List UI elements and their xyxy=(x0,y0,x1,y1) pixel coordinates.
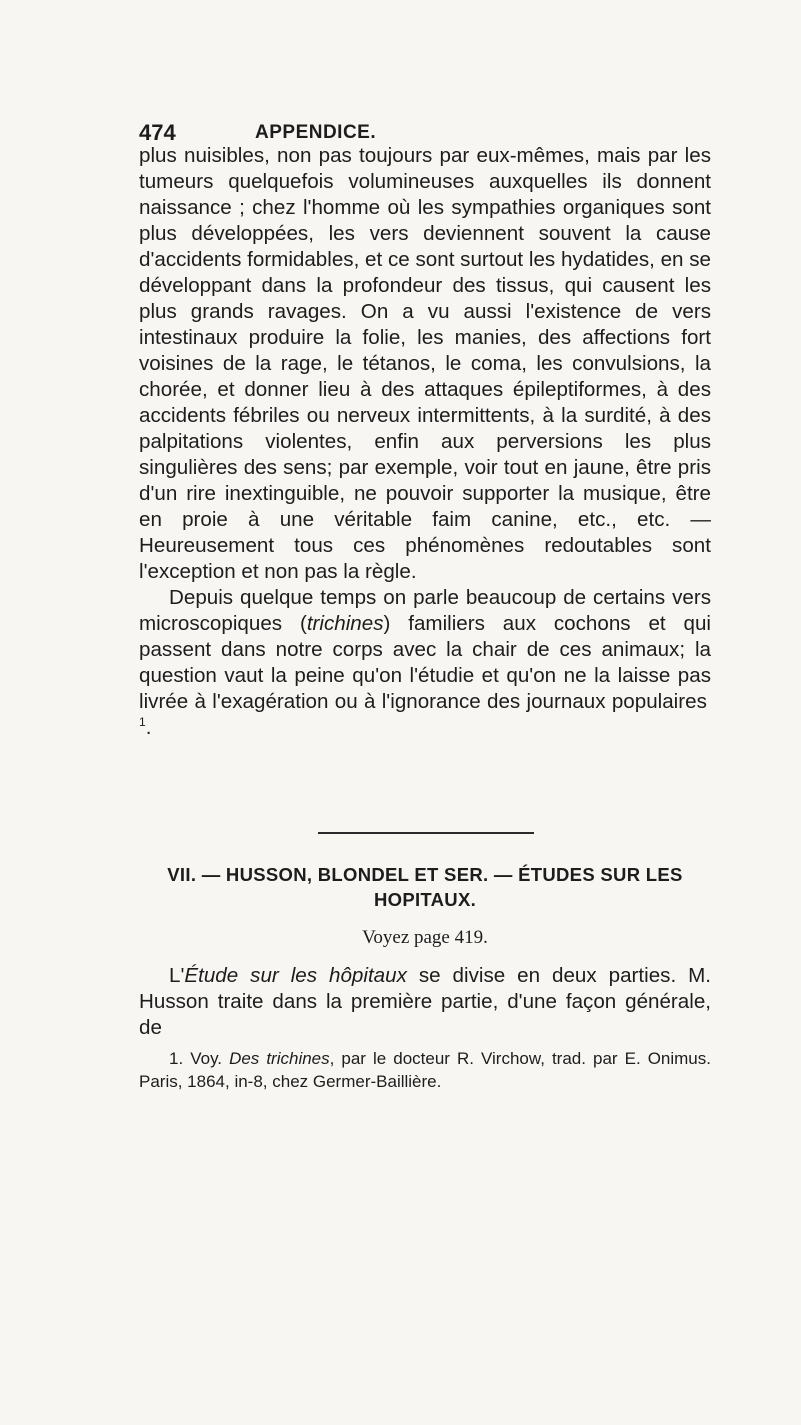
section-paragraph-1: L'Étude sur les hôpitaux se divise en deux parties. M. Husson traite dans la première partie, d'une façon générale, de xyxy=(139,964,711,1039)
footnote-reference: 1 xyxy=(139,715,146,730)
italic-title: Étude sur les hôpitaux xyxy=(184,964,407,987)
footnote xyxy=(139,1047,711,1093)
section-title: VII. — HUSSON, BLONDEL ET SER. — ÉTUDES SUR LES HOPITAUX. xyxy=(167,864,683,910)
section-divider xyxy=(318,832,534,834)
footnote-1: 1. Voy. Des trichines, par le docteur R. Virchow, trad. par E. Onimus. Paris, 1864, in-8, chez Germer-Baillière. xyxy=(139,1049,711,1091)
running-head: APPENDICE. xyxy=(255,122,377,143)
italic-term: trichines xyxy=(306,612,384,635)
paragraph-1: plus nuisibles, non pas toujours par eux-mêmes, mais par les tumeurs quelquefois volumineuses auxquelles ils donnent naissance ; chez l'homme où les sympathies organiques sont plus développées, les vers deviennent souvent la cause d'accidents formidables, et ce sont surtout les hydatides, en se développant dans la profondeur des tissus, qui causent les plus grands ravages. On a vu aussi l'existence de vers intestinaux produire la folie, les manies, des affections fort voisines de la rage, le tétanos, le coma, les convulsions, la chorée, et donner lieu à des attaques épileptiformes, à des accidents fébriles ou nerveux intermittents, à la surdité, à des palpitations violentes, enfin aux perversions les plus singulières des sens; par exemple, voir tout en jaune, être pris d'un rire inextinguible, ne pouvoir supporter la musique, être en proie à une véritable faim canine, etc., etc. — Heureusement tous ces phénomènes redoutables sont l'exception et non pas la règle. xyxy=(139,144,711,583)
body-text xyxy=(139,143,711,741)
footnote-italic-title: Des trichines xyxy=(229,1049,330,1068)
cross-reference: Voyez page 419. xyxy=(362,927,488,948)
footnote-number: 1. xyxy=(169,1049,184,1068)
paragraph-2: Depuis quelque temps on parle beaucoup de certains vers microscopiques (trichines) familiers aux cochons et qui passent dans notre corps avec la chair de ces animaux; la question vaut la peine qu'on l'étudie et qu'on ne la laisse pas livrée à l'exagération ou à l'ignorance des journaux populaires $^1$. xyxy=(139,586,711,739)
page-number: 474 xyxy=(139,120,176,145)
section-body xyxy=(139,963,711,1041)
